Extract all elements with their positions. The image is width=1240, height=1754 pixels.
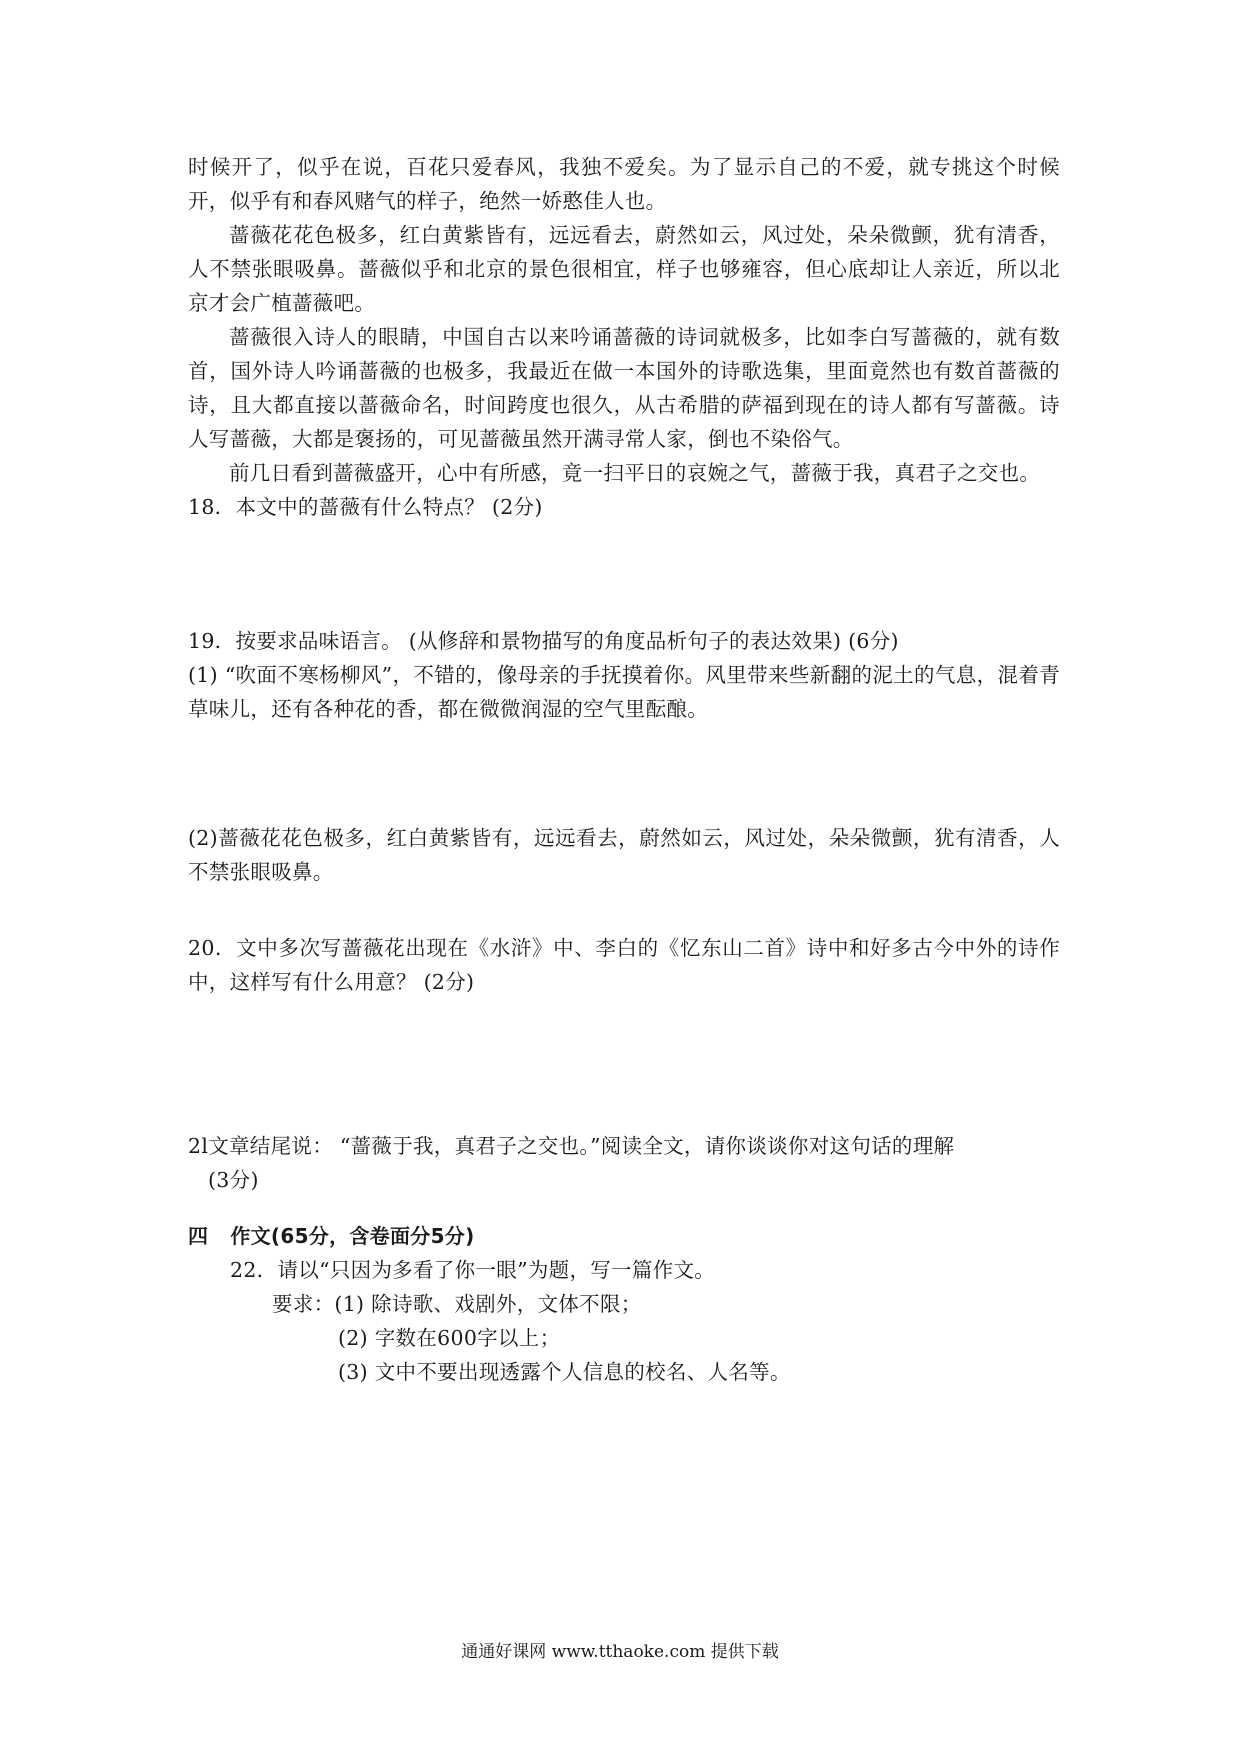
answer-space-19-1 xyxy=(188,726,1060,821)
passage-paragraph-1: 时候开了，似乎在说，百花只爱春风，我独不爱矣。为了显示自己的不爱，就专挑这个时候开，似乎有和春风赌气的样子，绝然一娇憨佳人也。 xyxy=(188,155,1060,213)
passage-paragraph-4: 前几日看到蔷薇盛开，心中有所感，竟一扫平日的哀婉之气，蔷薇于我，真君子之交也。 xyxy=(229,461,1041,485)
section-4-heading xyxy=(188,1219,1060,1253)
essay-requirement-2: (2) 字数在600字以上； xyxy=(338,1326,561,1350)
question-19-part-1: (1) “吹面不寒杨柳风”，不错的，像母亲的手抚摸着你。风里带来些新翻的泥土的气息，混着青草味儿，还有各种花的香，都在微微润湿的空气里酝酿。 xyxy=(188,663,1060,721)
question-19-part-2: (2)蔷薇花花色极多，红白黄紫皆有，远远看去，蔚然如云，风过处，朵朵微颤，犹有清香，人不禁张眼吸鼻。 xyxy=(188,826,1060,884)
footer-download-credit: 通通好课网 www.tthaoke.com 提供下载 xyxy=(461,1642,779,1662)
question-18: 18．本文中的蔷薇有什么特点？ (2分) xyxy=(188,495,543,519)
question-19: 19．按要求品味语言。 (从修辞和景物描写的角度品析句子的表达效果) (6分) xyxy=(188,629,899,653)
passage-paragraph-3: 蔷薇很入诗人的眼睛，中国自古以来吟诵蔷薇的诗词就极多，比如李白写蔷薇的，就有数首，国外诗人吟诵蔷薇的也极多，我最近在做一本国外的诗歌选集，里面竟然也有数首蔷薇的诗，且大都直接以蔷薇命名，时间跨度也很久，从古希腊的萨福到现在的诗人都有写蔷薇。诗人写蔷薇，大都是褒扬的，可见蔷薇虽然开满寻常人家，倒也不染俗气。 xyxy=(188,325,1060,451)
section-4-title: 作文(65分，含卷面分5分) xyxy=(230,1224,475,1248)
question-22: 22．请以“只因为多看了你一眼”为题，写一篇作文。 xyxy=(230,1258,716,1282)
essay-requirement-3: (3) 文中不要出现透露个人信息的校名、人名等。 xyxy=(338,1360,791,1384)
answer-space-20 xyxy=(188,999,1060,1129)
question-21: 2l文章结尾说： “蔷薇于我，真君子之交也。”阅读全文，请你谈谈你对这句话的理解 xyxy=(188,1134,955,1158)
exam-page xyxy=(188,150,1060,1389)
answer-space-19-2 xyxy=(188,889,1060,931)
passage-paragraph-2: 蔷薇花花色极多，红白黄紫皆有，远远看去，蔚然如云，风过处，朵朵微颤，犹有清香，人不禁张眼吸鼻。蔷薇似乎和北京的景色很相宜，样子也够雍容，但心底却让人亲近，所以北京才会广植蔷薇吧。 xyxy=(188,223,1060,315)
section-gap xyxy=(188,1197,1060,1219)
essay-requirement-1: 要求：(1) 除诗歌、戏剧外，文体不限； xyxy=(272,1292,642,1316)
answer-space-18 xyxy=(188,524,1060,624)
question-20: 20．文中多次写蔷薇花出现在《水浒》中、李白的《忆东山二首》诗中和好多古今中外的诗作中，这样写有什么用意？ (2分) xyxy=(188,936,1060,994)
question-21-score: (3分) xyxy=(208,1168,259,1192)
section-4-number: 四 xyxy=(188,1224,209,1248)
